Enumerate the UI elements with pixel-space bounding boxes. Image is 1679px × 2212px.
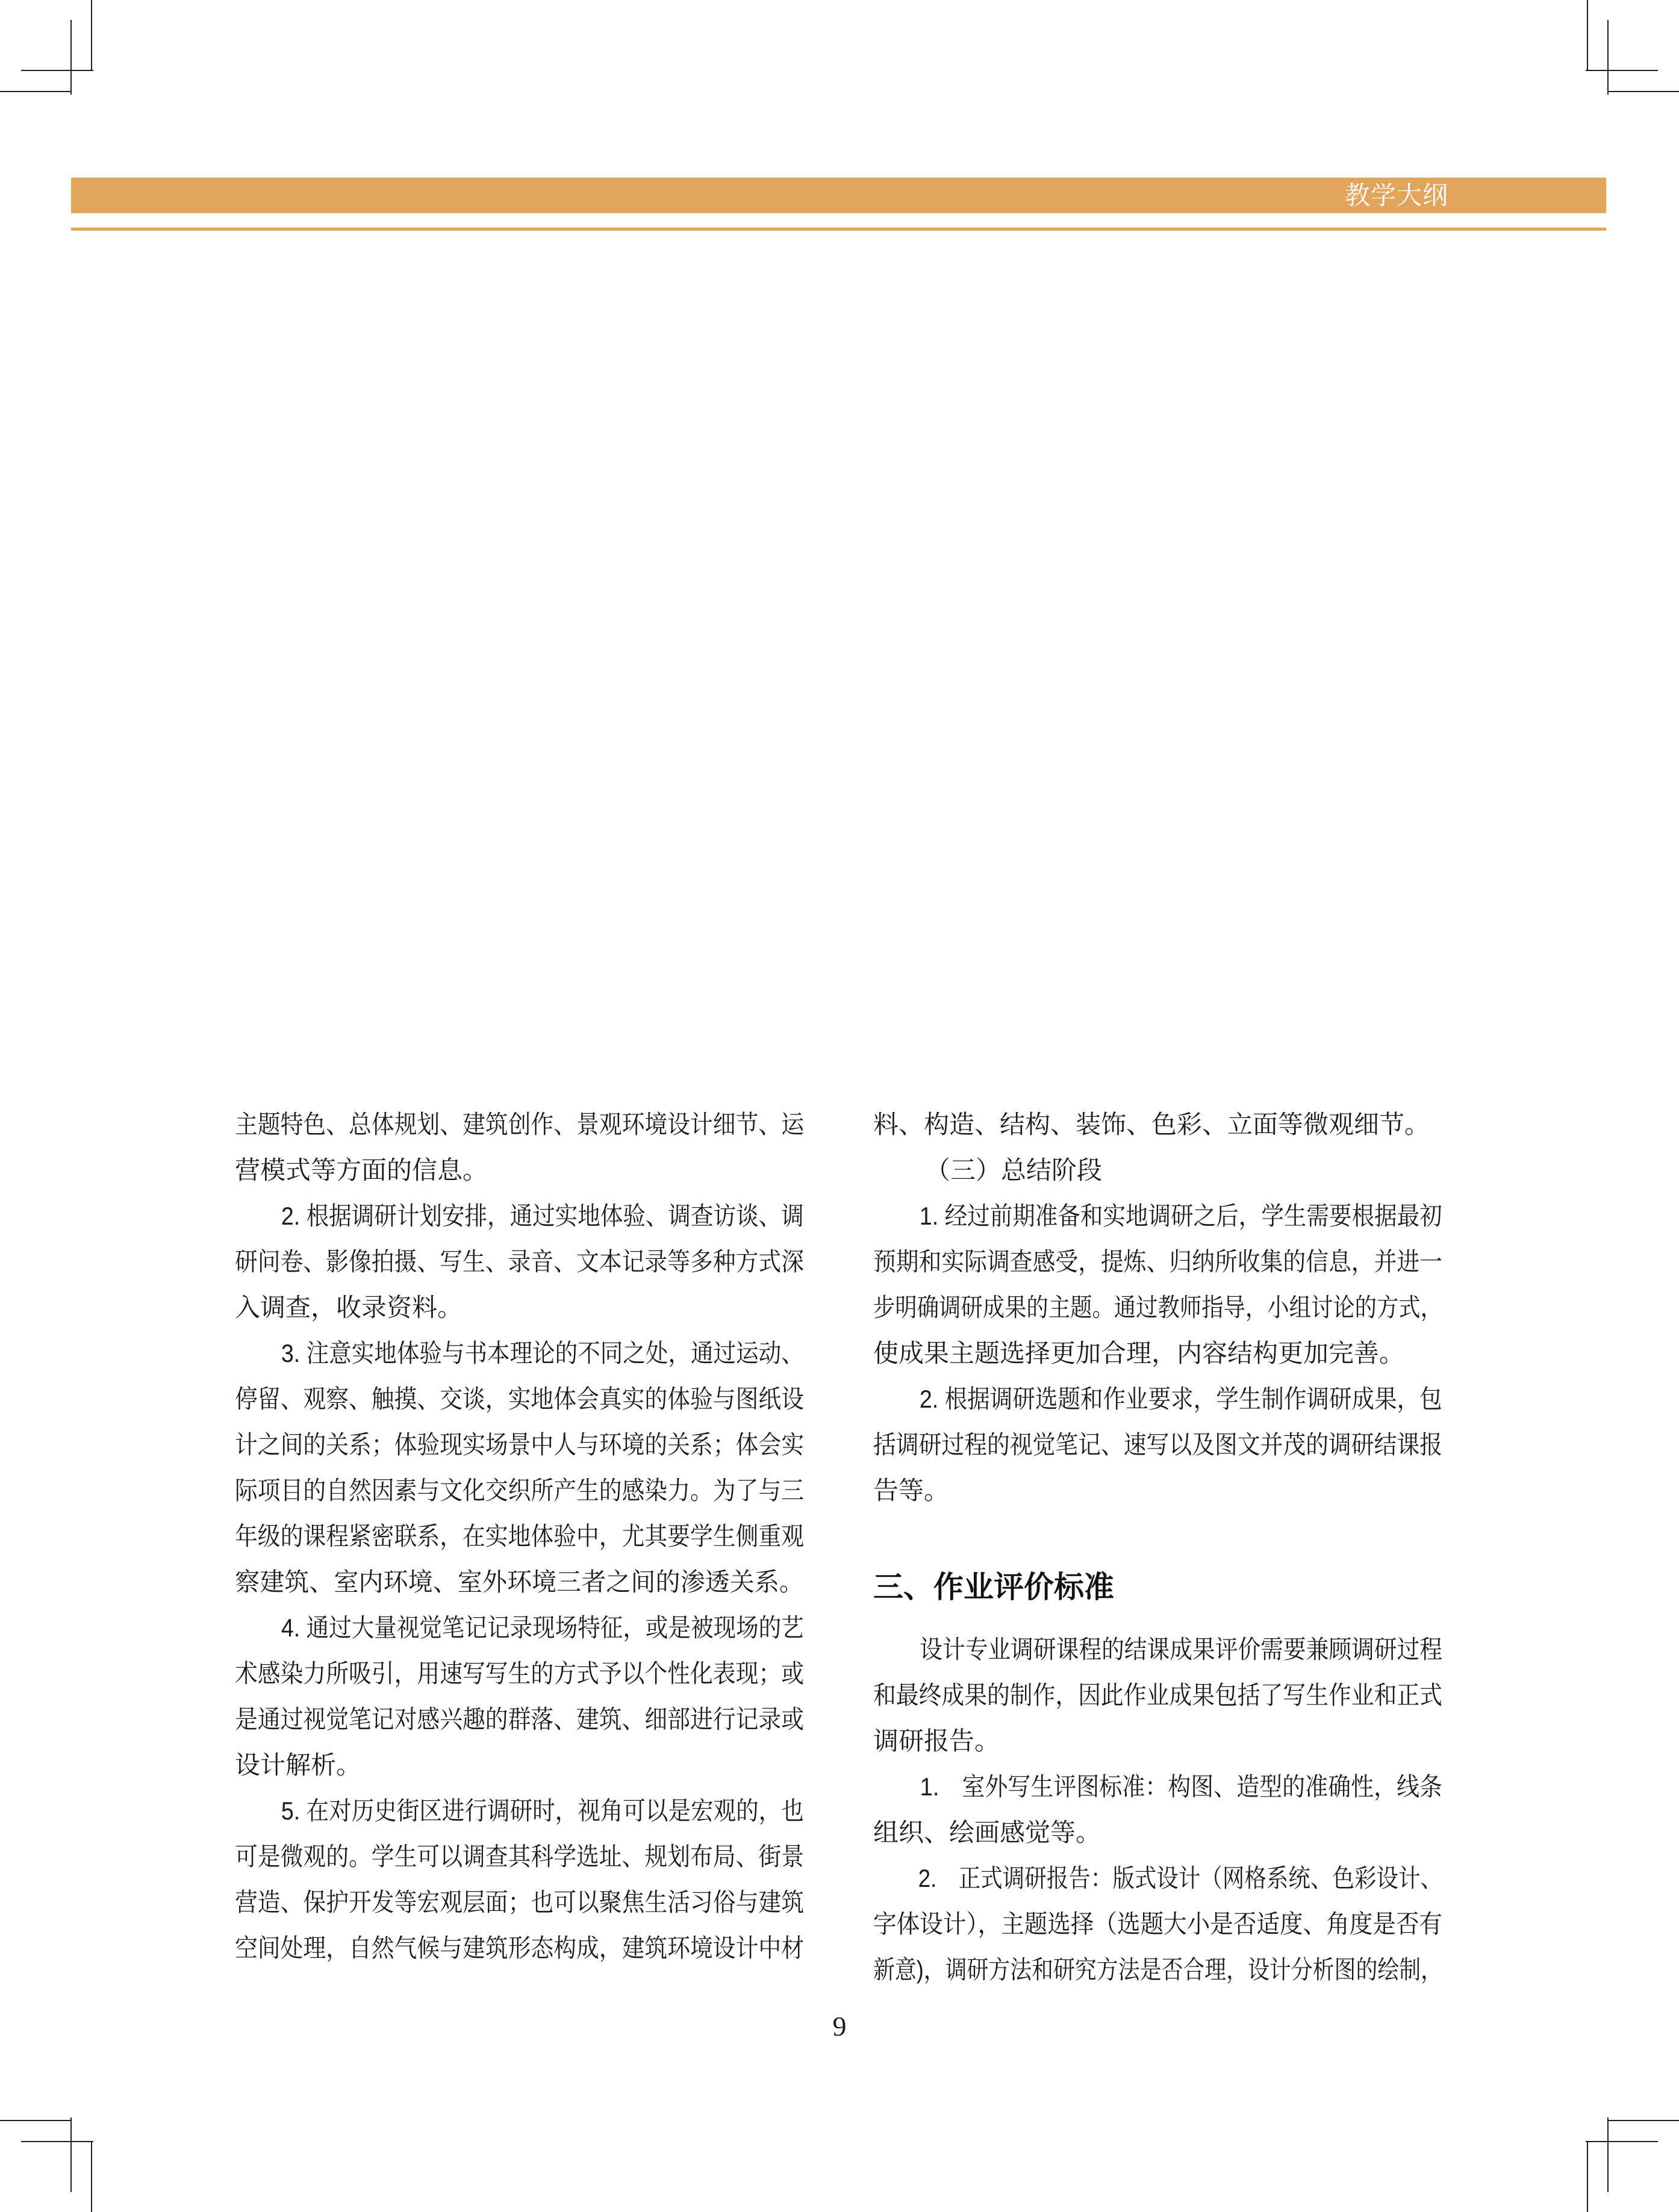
text-line: 使成果主题选择更加合理，内容结构更加完善。 xyxy=(873,1339,1405,1367)
crop-mark-line xyxy=(1607,20,1609,95)
crop-mark-line xyxy=(91,2141,92,2212)
crop-mark-line xyxy=(1587,2141,1588,2212)
crop-mark-line xyxy=(1586,70,1658,71)
text-line: 4. 通过大量视觉笔记记录现场特征，或是被现场的艺 xyxy=(281,1614,804,1642)
text-line: 预期和实际调查感受，提炼、归纳所收集的信息，并进一 xyxy=(873,1247,1443,1276)
crop-mark-line xyxy=(1607,2117,1609,2192)
text-line: 察建筑、室内环境、室外环境三者之间的渗透关系。 xyxy=(235,1568,805,1596)
right-column-top-block xyxy=(873,1102,1442,1514)
text-line: 2. 根据调研选题和作业要求，学生制作调研成果，包 xyxy=(919,1385,1442,1413)
text-line: 步明确调研成果的主题。通过教师指导，小组讨论的方式， xyxy=(873,1293,1443,1322)
text-line: 2. 根据调研计划安排，通过实地体验、调查访谈、调 xyxy=(281,1202,804,1230)
text-line: 营模式等方面的信息。 xyxy=(235,1156,488,1184)
text-line: 括调研过程的视觉笔记、速写以及图文并茂的调研结课报 xyxy=(873,1431,1443,1459)
text-line: 料、构造、结构、装饰、色彩、立面等微观细节。 xyxy=(873,1110,1430,1139)
crop-mark-line xyxy=(0,2120,71,2121)
text-line: 和最终成果的制作，因此作业成果包括了写生作业和正式 xyxy=(873,1681,1443,1709)
text-line: 告等。 xyxy=(873,1476,950,1505)
crop-mark-line xyxy=(21,2141,93,2142)
text-line: 营造、保护开发等宏观层面；也可以聚焦生活习俗与建筑 xyxy=(235,1888,805,1916)
text-line: 研问卷、影像拍摄、写生、录音、文本记录等多种方式深 xyxy=(235,1247,805,1276)
right-column-bottom-block xyxy=(873,1627,1442,1993)
crop-mark-line xyxy=(70,20,72,95)
crop-mark-line xyxy=(0,91,71,92)
text-line: 组织、绘画感觉等。 xyxy=(873,1818,1101,1847)
text-line: 术感染力所吸引，用速写写生的方式予以个性化表现；或 xyxy=(235,1659,805,1688)
crop-mark-line xyxy=(1586,2141,1658,2142)
section-heading: 三、作业评价标准 xyxy=(873,1570,1114,1604)
text-line: 3. 注意实地体验与书本理论的不同之处，通过运动、 xyxy=(281,1339,804,1367)
text-line: 主题特色、总体规划、建筑创作、景观环境设计细节、运 xyxy=(235,1110,805,1139)
text-line: 停留、观察、触摸、交谈，实地体会真实的体验与图纸设 xyxy=(235,1385,805,1413)
text-line: 入调查，收录资料。 xyxy=(235,1293,463,1322)
text-line: 空间处理，自然气候与建筑形态构成，建筑环境设计中材 xyxy=(235,1934,805,1962)
text-line: 是通过视觉笔记对感兴趣的群落、建筑、细部进行记录或 xyxy=(235,1705,805,1733)
crop-mark-line xyxy=(1608,2120,1679,2121)
text-line: 2. 正式调研报告：版式设计（网格系统、色彩设计、 xyxy=(918,1864,1443,1892)
page-header-title: 教学大纲 xyxy=(1344,181,1448,210)
crop-mark-line xyxy=(1587,0,1588,71)
text-line: （三）总结阶段 xyxy=(925,1156,1103,1184)
crop-mark-line xyxy=(1608,91,1679,92)
text-line: 际项目的自然因素与文化交织所产生的感染力。为了与三 xyxy=(235,1476,805,1505)
text-line: 5. 在对历史街区进行调研时，视角可以是宏观的，也 xyxy=(281,1797,804,1825)
text-line: 年级的课程紧密联系，在实地体验中，尤其要学生侧重观 xyxy=(235,1522,805,1550)
text-line: 计之间的关系；体验现实场景中人与环境的关系；体会实 xyxy=(235,1431,805,1459)
crop-mark-line xyxy=(91,0,92,71)
page-header-rule xyxy=(71,228,1606,231)
page-header-band xyxy=(71,178,1606,213)
text-line: 新意)，调研方法和研究方法是否合理，设计分析图的绘制， xyxy=(873,1956,1442,1984)
text-line: 设计解析。 xyxy=(235,1751,362,1779)
page-number: 9 xyxy=(832,2011,847,2042)
text-line: 设计专业调研课程的结课成果评价需要兼顾调研过程 xyxy=(920,1635,1443,1664)
crop-mark-line xyxy=(21,70,93,71)
text-line: 1. 经过前期准备和实地调研之后，学生需要根据最初 xyxy=(919,1202,1442,1230)
right-column xyxy=(873,1102,1442,1993)
text-line: 调研报告。 xyxy=(873,1727,1000,1755)
left-column xyxy=(235,1102,804,1971)
text-line: 可是微观的。学生可以调查其科学选址、规划布局、街景 xyxy=(235,1842,805,1871)
crop-mark-line xyxy=(70,2117,72,2192)
text-line: 字体设计），主题选择（选题大小是否适度、角度是否有 xyxy=(873,1910,1443,1938)
text-line: 1. 室外写生评图标准：构图、造型的准确性，线条 xyxy=(920,1772,1443,1801)
